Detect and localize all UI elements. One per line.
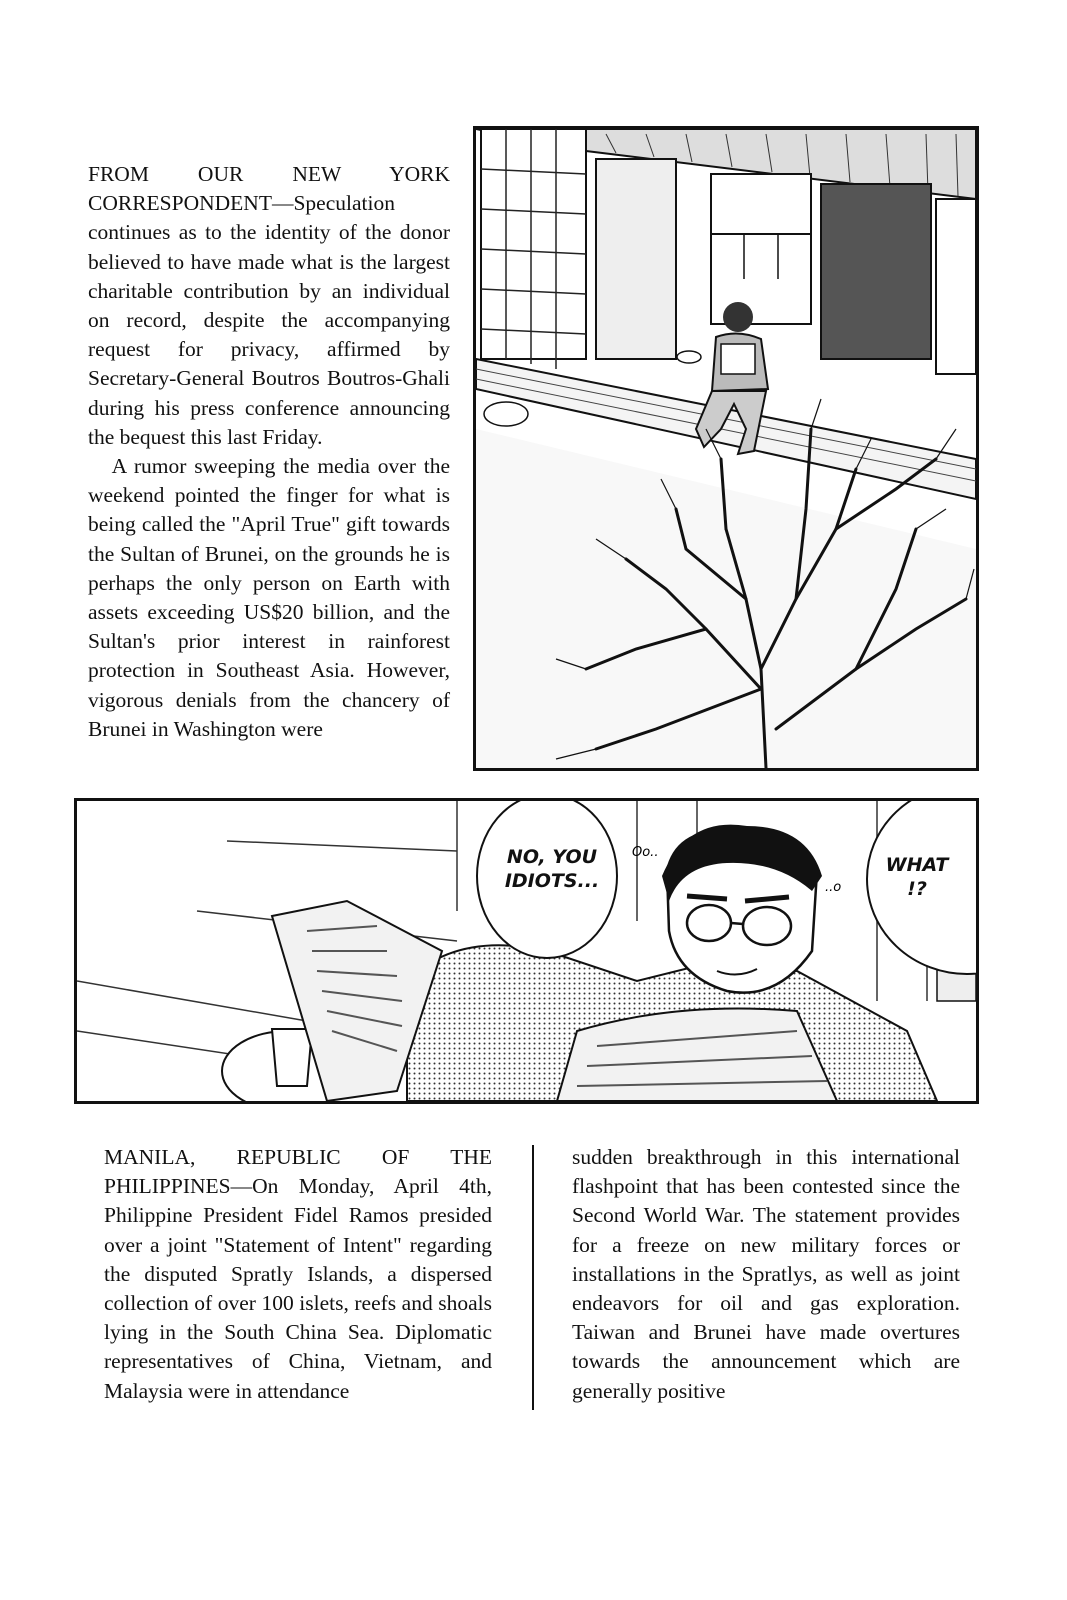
bottom-left-paragraph: MANILA, REPUBLIC OF THE PHILIPPINES—On Monday, April 4th, Philippine President Fidel Ramos presided over a joint "Statement of Intent" regarding the disputed Spratly Islands, a dispersed collection of over 100 islets, reefs and shoals lying in the South China Sea. Diplomatic representatives of China, Vietnam, and Malaysia were in attendance — [104, 1145, 492, 1403]
speech-right-line-1: WHAT — [885, 854, 949, 876]
panel-newspaper-reader — [74, 798, 979, 1104]
veranda-illustration — [476, 129, 976, 768]
bottom-article-left-column — [104, 1143, 492, 1406]
svg-text:Oo..: Oo.. — [632, 845, 659, 860]
top-article-paragraph-1: FROM OUR NEW YORK CORRESPONDENT—Speculation continues as to the identity of the donor believed to have made what is the largest charitable contribution by an individual on record, despite the accompanying request for privacy, affirmed by Secretary-General Boutros Boutros-Ghali during his press conference announcing the bequest this last Friday. — [88, 162, 450, 449]
speech-bubble-left — [497, 845, 607, 893]
speech-bubble-right — [877, 853, 957, 901]
svg-text:..o: ..o — [825, 880, 842, 895]
column-divider — [532, 1145, 534, 1410]
bottom-right-paragraph: sudden breakthrough in this international flashpoint that has been contested since the Second World War. The statement provides for a freeze on new military forces or installations in the Spratlys, as well as joint endeavors for oil and gas exploration. Taiwan and Brunei have made overtures towards the announcement which are generally positive — [572, 1145, 960, 1403]
top-article-paragraph-2: A rumor sweeping the media over the weekend pointed the finger for what is being called the "April True" gift towards the Sultan of Brunei, on the grounds he is perhaps the only person on Earth with assets exceeding US$20 billion, and the Sultan's prior interest in rainforest protection in Southeast Asia. However, vigorous denials from the chancery of Brunei in Washington were — [88, 454, 450, 741]
top-article — [88, 160, 450, 744]
bottom-article-right-column — [572, 1143, 960, 1406]
speech-right-line-2: !? — [907, 878, 927, 900]
speech-left-line-2: IDIOTS... — [504, 870, 600, 892]
speech-left-line-1: NO, YOU — [506, 846, 598, 868]
panel-veranda-scene — [473, 126, 979, 771]
